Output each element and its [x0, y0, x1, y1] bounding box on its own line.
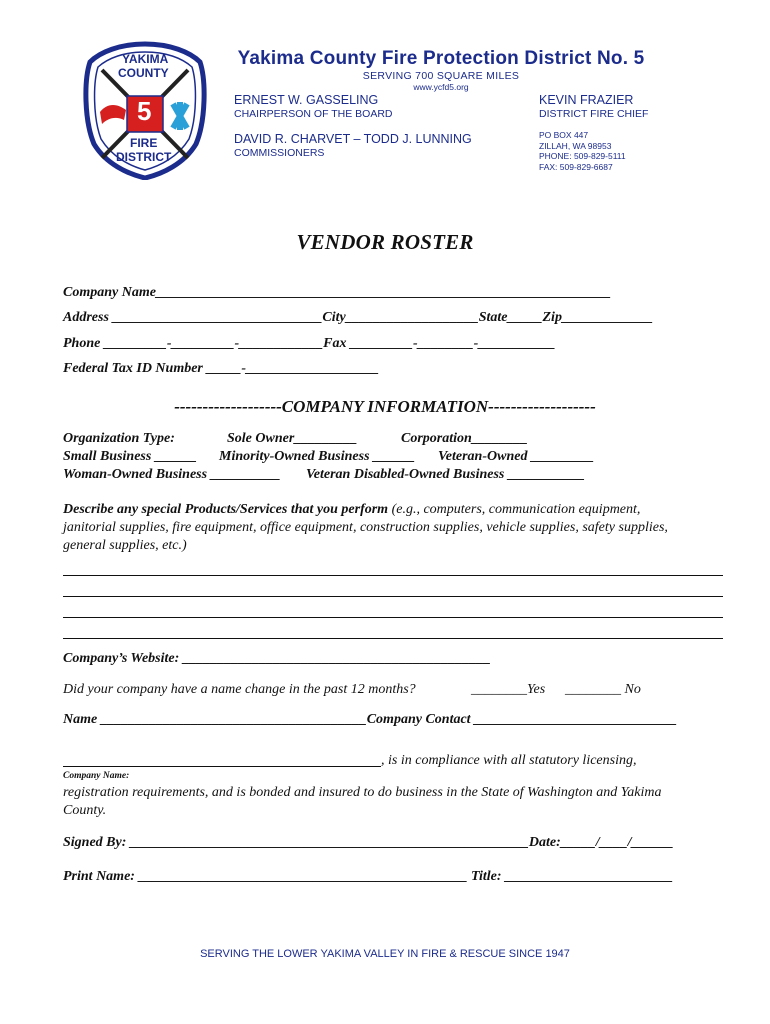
corporation-option[interactable]: Corporation________	[401, 431, 528, 446]
logo-text-district: DISTRICT	[116, 150, 172, 164]
chair-name: ERNEST W. GASSELING	[234, 93, 379, 107]
district-logo	[80, 40, 210, 180]
print-name-title-field[interactable]: Print Name: _______________________________________________ Title: ________________________	[63, 869, 674, 884]
description-line-2[interactable]	[63, 596, 723, 597]
name-contact-field[interactable]: Name ______________________________________Company Contact _____________________________	[63, 712, 678, 727]
company-information-heading: -------------------COMPANY INFORMATION-------------------	[174, 397, 596, 416]
describe-examples-2: janitorial supplies, fire equipment, office equipment, construction supplies, vehicle supplies, safety supplies,	[63, 520, 668, 535]
company-website-field[interactable]: Company’s Website: ____________________________________________	[63, 651, 491, 666]
description-line-4[interactable]	[63, 638, 723, 639]
tax-id-field[interactable]: Federal Tax ID Number _____-___________________	[63, 361, 380, 376]
sole-owner-option[interactable]: Sole Owner_________	[227, 431, 358, 446]
description-line-3[interactable]	[63, 617, 723, 618]
commissioners-names: DAVID R. CHARVET – TODD J. LUNNING	[234, 132, 472, 146]
phone-line: PHONE: 509-829-5111	[539, 151, 626, 161]
commissioners-role: COMMISSIONERS	[234, 147, 325, 159]
district-website: www.ycfd5.org	[413, 82, 469, 92]
phone-fax-field[interactable]: Phone _________-_________-____________Fax _________-________-___________	[63, 336, 556, 351]
fax-line: FAX: 509-829-6687	[539, 162, 613, 172]
address-line-2: ZILLAH, WA 98953	[539, 141, 612, 151]
signed-by-date-field[interactable]: Signed By: _________________________________________________________Date:_____/____/______	[63, 835, 674, 850]
logo-text-fire: FIRE	[130, 136, 158, 150]
district-subtitle: SERVING 700 SQUARE MILES	[362, 70, 520, 82]
compliance-statement-3: County.	[63, 803, 107, 818]
describe-examples-1: (e.g., computers, communication equipment,	[388, 502, 641, 517]
describe-products-prompt	[63, 502, 640, 518]
company-name-caption: Company Name:	[63, 771, 130, 781]
address-field[interactable]: Address ______________________________City___________________State_____Zip_____________	[63, 310, 653, 325]
compliance-statement-2: registration requirements, and is bonded and insured to do business in the State of Washington and Yakima	[63, 785, 662, 800]
district-title: Yakima County Fire Protection District No. 5	[237, 48, 645, 69]
company-name-field[interactable]: Company Name_________________________________________________________________	[63, 285, 611, 300]
address-line-1: PO BOX 447	[539, 130, 589, 140]
minority-owned-option[interactable]: Minority-Owned Business ______	[219, 449, 416, 464]
name-change-no[interactable]: ________ No	[565, 682, 641, 697]
describe-bold: Describe any special Products/Services that you perform	[63, 502, 389, 517]
footer-tagline: SERVING THE LOWER YAKIMA VALLEY IN FIRE & RESCUE SINCE 1947	[200, 948, 570, 960]
chair-role: CHAIRPERSON OF THE BOARD	[234, 108, 393, 120]
description-line-1[interactable]	[63, 575, 723, 576]
describe-examples-3: general supplies, etc.)	[63, 538, 187, 553]
form-heading: VENDOR ROSTER	[296, 230, 474, 254]
compliance-statement-1: , is in compliance with all statutory licensing,	[381, 753, 637, 768]
organization-type-label: Organization Type:	[63, 431, 175, 446]
veteran-owned-option[interactable]: Veteran-Owned _________	[438, 449, 594, 464]
chief-role: DISTRICT FIRE CHIEF	[539, 108, 649, 120]
logo-text-number: 5	[137, 96, 152, 126]
veteran-disabled-owned-option[interactable]: Veteran Disabled-Owned Business ___________	[306, 467, 585, 482]
chief-name: KEVIN FRAZIER	[539, 93, 634, 107]
small-business-option[interactable]: Small Business ______	[63, 449, 197, 464]
company-name-signature-line[interactable]	[63, 766, 381, 767]
logo-text-county: COUNTY	[118, 66, 169, 80]
name-change-yes[interactable]: ________Yes	[471, 682, 546, 697]
logo-text-yakima: YAKIMA	[122, 52, 169, 66]
name-change-question: Did your company have a name change in the past 12 months?	[63, 682, 416, 697]
woman-owned-option[interactable]: Woman-Owned Business __________	[63, 467, 281, 482]
